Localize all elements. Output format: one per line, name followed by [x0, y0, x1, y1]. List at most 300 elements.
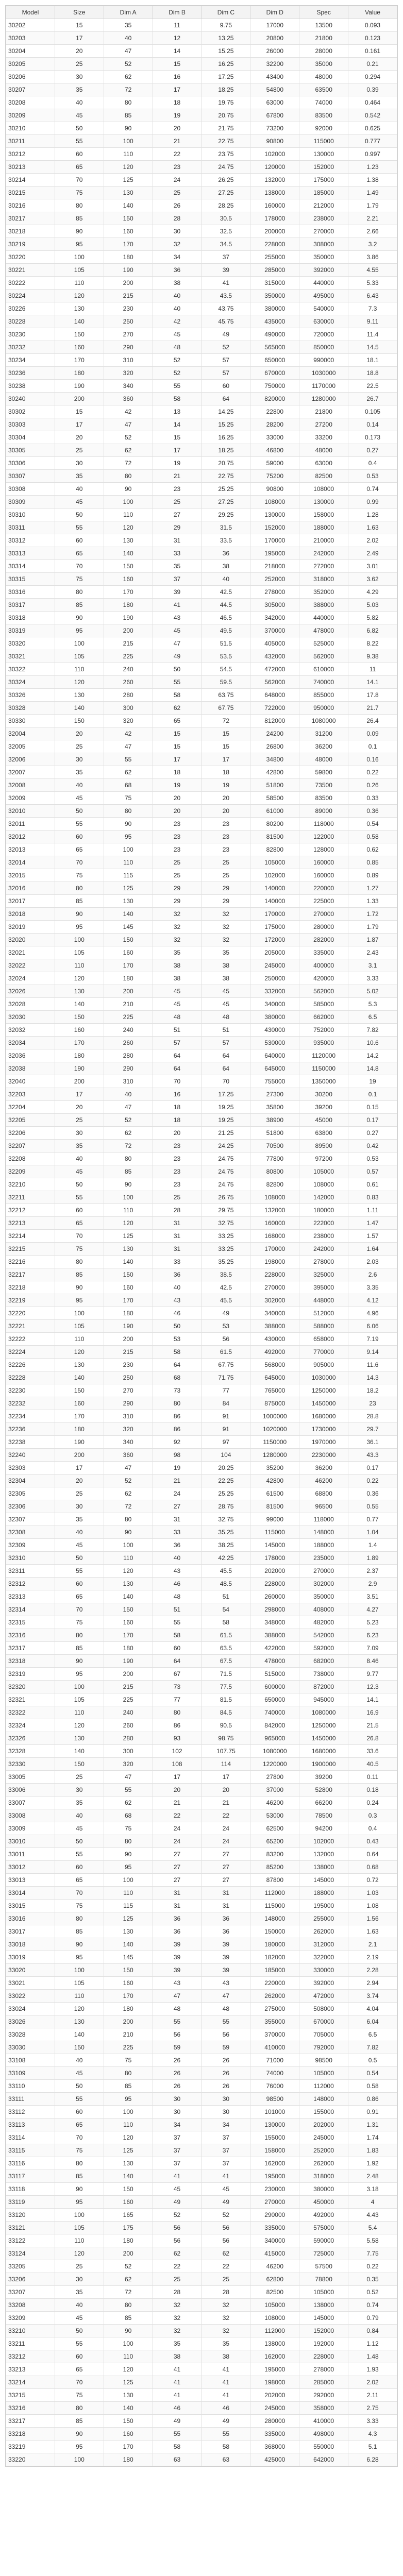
table-cell: 67.75 — [202, 702, 250, 715]
table-cell: 35 — [202, 946, 250, 959]
table-cell: 62800 — [250, 2273, 299, 2286]
table-cell: 20 — [55, 1101, 104, 1114]
table-row — [6, 431, 397, 444]
table-row — [6, 1487, 397, 1500]
table-cell: 205000 — [250, 946, 299, 959]
table-cell: 24 — [153, 174, 202, 187]
table-cell: 47 — [104, 1771, 153, 1784]
table-cell: 61.5 — [202, 1346, 250, 1359]
table-cell: 18 — [153, 766, 202, 779]
table-cell: 37 — [202, 2131, 250, 2144]
table-cell: 38 — [153, 972, 202, 985]
table-cell: 145000 — [299, 1874, 348, 1887]
table-cell: 0.54 — [348, 818, 397, 831]
table-row — [6, 1616, 397, 1629]
table-row — [6, 2363, 397, 2376]
table-cell: 722000 — [250, 702, 299, 715]
table-cell: 41 — [202, 2170, 250, 2183]
table-cell: 332000 — [250, 985, 299, 998]
table-cell: 108 — [153, 1758, 202, 1771]
model-cell: 33114 — [6, 2131, 55, 2144]
model-cell: 33213 — [6, 2363, 55, 2376]
table-cell: 2.11 — [348, 2389, 397, 2402]
table-row — [6, 393, 397, 405]
table-cell: 40 — [55, 1809, 104, 1822]
table-cell: 262000 — [250, 1990, 299, 2003]
table-cell: 4 — [348, 2196, 397, 2209]
table-cell: 4.96 — [348, 1307, 397, 1320]
table-cell: 430000 — [250, 1024, 299, 1037]
table-cell: 1080000 — [250, 1745, 299, 1758]
table-cell: 200 — [104, 2015, 153, 2028]
table-cell: 662000 — [299, 1011, 348, 1024]
table-cell: 6.06 — [348, 1320, 397, 1333]
model-cell: 32304 — [6, 1475, 55, 1487]
model-cell: 32004 — [6, 727, 55, 740]
table-cell: 355000 — [250, 2015, 299, 2028]
model-cell: 32320 — [6, 1681, 55, 1693]
table-cell: 180 — [104, 1307, 153, 1320]
table-cell: 68800 — [299, 1487, 348, 1500]
table-cell: 18.25 — [202, 444, 250, 457]
table-cell: 45.5 — [202, 1565, 250, 1578]
table-cell: 56 — [202, 2028, 250, 2041]
table-cell: 152000 — [250, 521, 299, 534]
table-cell: 55 — [153, 1616, 202, 1629]
table-cell: 62 — [104, 444, 153, 457]
table-cell: 2.03 — [348, 1256, 397, 1268]
table-cell: 32.75 — [202, 1217, 250, 1230]
table-cell: 3.74 — [348, 1990, 397, 2003]
table-cell: 15.25 — [202, 418, 250, 431]
table-cell: 108000 — [299, 1178, 348, 1191]
table-cell: 270000 — [250, 2196, 299, 2209]
table-row — [6, 908, 397, 921]
table-cell: 1450000 — [299, 1397, 348, 1410]
table-cell: 172000 — [250, 934, 299, 946]
table-cell: 215 — [104, 637, 153, 650]
table-cell: 575000 — [299, 2222, 348, 2234]
table-cell: 2.02 — [348, 2376, 397, 2389]
table-cell: 31 — [153, 1887, 202, 1900]
model-cell: 32019 — [6, 921, 55, 934]
table-cell: 28 — [153, 1204, 202, 1217]
table-row — [6, 843, 397, 856]
table-cell: 195000 — [299, 1900, 348, 1912]
table-cell: 27 — [153, 1861, 202, 1874]
table-cell: 155000 — [250, 2131, 299, 2144]
table-row — [6, 1049, 397, 1062]
model-cell: 30220 — [6, 251, 55, 264]
table-cell: 65 — [55, 1217, 104, 1230]
table-cell: 40 — [153, 290, 202, 302]
table-cell: 29.7 — [348, 1423, 397, 1436]
table-cell: 320 — [104, 1758, 153, 1771]
table-cell: 32 — [153, 238, 202, 251]
table-cell: 100 — [55, 251, 104, 264]
table-cell: 200000 — [250, 225, 299, 238]
model-cell: 30310 — [6, 509, 55, 521]
table-cell: 228000 — [250, 238, 299, 251]
model-cell: 30313 — [6, 547, 55, 560]
table-cell: 492000 — [250, 1346, 299, 1359]
table-row — [6, 2428, 397, 2441]
table-cell: 128000 — [299, 843, 348, 856]
spec-table-container — [5, 5, 398, 2467]
table-cell: 95 — [55, 2441, 104, 2453]
table-row — [6, 302, 397, 315]
table-cell: 240 — [104, 1024, 153, 1037]
table-cell: 0.123 — [348, 32, 397, 45]
table-cell: 100 — [55, 934, 104, 946]
table-cell: 53.5 — [202, 650, 250, 663]
table-cell: 100 — [104, 135, 153, 148]
table-cell: 33.6 — [348, 1745, 397, 1758]
table-cell: 550000 — [299, 2441, 348, 2453]
table-cell: 56 — [153, 2234, 202, 2247]
table-cell: 5.1 — [348, 2441, 397, 2453]
table-cell: 1.08 — [348, 1900, 397, 1912]
table-cell: 2.66 — [348, 225, 397, 238]
model-cell: 32324 — [6, 1719, 55, 1732]
table-cell: 3.1 — [348, 959, 397, 972]
model-cell: 30208 — [6, 96, 55, 109]
table-cell: 11.4 — [348, 328, 397, 341]
model-cell: 33024 — [6, 2003, 55, 2015]
table-cell: 1.28 — [348, 509, 397, 521]
table-cell: 1020000 — [250, 1423, 299, 1436]
table-cell: 48 — [153, 341, 202, 354]
table-cell: 37 — [202, 2144, 250, 2157]
table-cell: 0.1 — [348, 1088, 397, 1101]
table-cell: 80 — [55, 199, 104, 212]
table-cell: 180 — [104, 2003, 153, 2015]
table-cell: 0.26 — [348, 779, 397, 792]
table-cell: 26 — [153, 199, 202, 212]
model-cell: 32211 — [6, 1191, 55, 1204]
table-cell: 335000 — [299, 946, 348, 959]
table-cell: 48 — [153, 1011, 202, 1024]
table-cell: 61500 — [250, 1487, 299, 1500]
table-cell: 24.75 — [202, 1153, 250, 1165]
table-cell: 32 — [153, 2312, 202, 2325]
table-cell: 90 — [104, 2325, 153, 2337]
table-cell: 340 — [104, 380, 153, 393]
table-cell: 36 — [153, 1912, 202, 1925]
table-cell: 562000 — [299, 650, 348, 663]
model-cell: 30304 — [6, 431, 55, 444]
table-cell: 75 — [104, 1822, 153, 1835]
table-cell: 60 — [55, 1578, 104, 1590]
model-cell: 32006 — [6, 753, 55, 766]
table-row — [6, 1114, 397, 1127]
table-cell: 7.82 — [348, 2041, 397, 2054]
model-cell: 32007 — [6, 766, 55, 779]
model-cell: 32036 — [6, 1049, 55, 1062]
table-cell: 2.1 — [348, 1938, 397, 1951]
table-cell: 85 — [104, 109, 153, 122]
table-cell: 145000 — [299, 2312, 348, 2325]
table-header — [6, 6, 397, 19]
table-cell: 8.22 — [348, 637, 397, 650]
table-cell: 17 — [55, 1088, 104, 1101]
table-row — [6, 573, 397, 586]
table-cell: 65 — [55, 2363, 104, 2376]
model-cell: 33116 — [6, 2157, 55, 2170]
table-cell: 340 — [104, 1436, 153, 1449]
table-row — [6, 2402, 397, 2415]
table-cell: 162000 — [250, 2157, 299, 2170]
table-cell: 140 — [104, 547, 153, 560]
table-cell: 95 — [104, 2093, 153, 2106]
table-cell: 22800 — [250, 405, 299, 418]
table-row — [6, 19, 397, 32]
table-cell: 180000 — [299, 1204, 348, 1217]
table-cell: 23.75 — [202, 148, 250, 161]
table-cell: 57 — [202, 367, 250, 380]
table-row — [6, 560, 397, 573]
table-cell: 39 — [153, 1938, 202, 1951]
table-cell: 160 — [55, 1024, 104, 1037]
table-cell: 1080000 — [299, 715, 348, 727]
table-cell: 49 — [153, 650, 202, 663]
table-cell: 130000 — [299, 148, 348, 161]
table-cell: 32 — [202, 921, 250, 934]
table-cell: 215 — [104, 1346, 153, 1359]
table-cell: 395000 — [299, 1281, 348, 1294]
table-cell: 39200 — [299, 1101, 348, 1114]
table-cell: 24 — [153, 1835, 202, 1848]
table-cell: 190 — [104, 612, 153, 624]
table-cell: 100 — [104, 496, 153, 509]
table-cell: 81500 — [250, 831, 299, 843]
table-row — [6, 1745, 397, 1758]
table-cell: 120 — [55, 2003, 104, 2015]
table-cell: 37 — [153, 2144, 202, 2157]
table-cell: 37 — [153, 2157, 202, 2170]
model-cell: 32206 — [6, 1127, 55, 1140]
table-cell: 368000 — [250, 2441, 299, 2453]
model-cell: 32309 — [6, 1539, 55, 1552]
table-cell: 13500 — [299, 19, 348, 32]
table-cell: 40 — [202, 573, 250, 586]
table-cell: 11 — [348, 663, 397, 676]
table-row — [6, 341, 397, 354]
table-cell: 380000 — [250, 302, 299, 315]
table-row — [6, 2376, 397, 2389]
table-cell: 62 — [104, 766, 153, 779]
table-row — [6, 1307, 397, 1320]
table-cell: 41 — [153, 2389, 202, 2402]
model-cell: 33210 — [6, 2325, 55, 2337]
table-row — [6, 2028, 397, 2041]
model-cell: 30203 — [6, 32, 55, 45]
table-cell: 150 — [55, 2041, 104, 2054]
table-cell: 42.5 — [202, 586, 250, 599]
model-cell: 33018 — [6, 1938, 55, 1951]
table-cell: 755000 — [250, 1075, 299, 1088]
model-cell: 32038 — [6, 1062, 55, 1075]
table-cell: 77 — [153, 1693, 202, 1706]
model-cell: 30326 — [6, 689, 55, 702]
table-cell: 46200 — [250, 1797, 299, 1809]
table-row — [6, 869, 397, 882]
table-cell: 422000 — [250, 1642, 299, 1655]
table-cell: 0.68 — [348, 1861, 397, 1874]
table-cell: 65 — [55, 843, 104, 856]
table-cell: 202000 — [250, 1565, 299, 1578]
table-row — [6, 624, 397, 637]
table-row — [6, 2144, 397, 2157]
model-cell: 32032 — [6, 1024, 55, 1037]
table-cell: 765000 — [250, 1384, 299, 1397]
table-cell: 63000 — [250, 96, 299, 109]
table-cell: 48 — [153, 1590, 202, 1603]
table-cell: 96500 — [299, 1500, 348, 1513]
table-cell: 82800 — [250, 843, 299, 856]
table-row — [6, 1204, 397, 1217]
table-cell: 180 — [104, 2453, 153, 2466]
table-cell: 125 — [104, 882, 153, 895]
table-cell: 0.77 — [348, 1513, 397, 1526]
table-cell: 45 — [202, 2183, 250, 2196]
table-cell: 0.89 — [348, 869, 397, 882]
table-cell: 115 — [104, 869, 153, 882]
table-cell: 410000 — [250, 2041, 299, 2054]
table-row — [6, 1578, 397, 1590]
model-cell: 33015 — [6, 1900, 55, 1912]
model-cell: 32026 — [6, 985, 55, 998]
column-header-4: Dim C — [202, 6, 250, 19]
table-cell: 0.22 — [348, 766, 397, 779]
table-row — [6, 1900, 397, 1912]
table-cell: 20.75 — [202, 457, 250, 470]
table-row — [6, 1436, 397, 1449]
table-row — [6, 959, 397, 972]
table-row — [6, 418, 397, 431]
table-cell: 92000 — [299, 122, 348, 135]
table-cell: 46.5 — [202, 612, 250, 624]
table-row — [6, 1371, 397, 1384]
table-cell: 218000 — [250, 560, 299, 573]
model-cell: 32306 — [6, 1500, 55, 1513]
table-cell: 48000 — [299, 753, 348, 766]
table-cell: 130000 — [250, 2119, 299, 2131]
table-cell: 162000 — [250, 2350, 299, 2363]
table-cell: 49 — [202, 2415, 250, 2428]
table-cell: 70 — [202, 1075, 250, 1088]
table-row — [6, 2209, 397, 2222]
table-cell: 52 — [153, 2209, 202, 2222]
table-cell: 39 — [153, 1951, 202, 1964]
table-cell: 240 — [104, 1706, 153, 1719]
table-cell: 1.38 — [348, 174, 397, 187]
table-cell: 21800 — [299, 405, 348, 418]
model-cell: 33010 — [6, 1835, 55, 1848]
table-cell: 33 — [153, 547, 202, 560]
table-cell: 45000 — [299, 1114, 348, 1127]
table-cell: 308000 — [299, 238, 348, 251]
table-row — [6, 32, 397, 45]
table-cell: 45 — [55, 1822, 104, 1835]
table-cell: 1.56 — [348, 1912, 397, 1925]
table-cell: 27 — [202, 1848, 250, 1861]
table-cell: 0.22 — [348, 1475, 397, 1487]
table-row — [6, 2325, 397, 2337]
table-cell: 425000 — [250, 2453, 299, 2466]
table-cell: 1.47 — [348, 1217, 397, 1230]
table-cell: 98500 — [299, 2054, 348, 2067]
column-header-6: Spec — [299, 6, 348, 19]
model-cell: 32234 — [6, 1410, 55, 1423]
table-cell: 30 — [153, 2093, 202, 2106]
table-row — [6, 753, 397, 766]
table-cell: 752000 — [299, 1024, 348, 1037]
table-cell: 0.5 — [348, 2054, 397, 2067]
table-cell: 198000 — [250, 1256, 299, 1268]
table-cell: 55 — [55, 2093, 104, 2106]
table-cell: 132000 — [250, 174, 299, 187]
model-cell: 30215 — [6, 187, 55, 199]
table-cell: 60 — [55, 2106, 104, 2119]
model-cell: 32021 — [6, 946, 55, 959]
model-cell: 33111 — [6, 2093, 55, 2106]
table-cell: 22.75 — [202, 135, 250, 148]
table-cell: 0.777 — [348, 135, 397, 148]
table-cell: 27.25 — [202, 496, 250, 509]
table-cell: 100 — [104, 1539, 153, 1552]
table-cell: 19 — [348, 1075, 397, 1088]
table-cell: 150 — [104, 2183, 153, 2196]
table-cell: 65200 — [250, 1835, 299, 1848]
table-cell: 9.38 — [348, 650, 397, 663]
table-cell: 0.11 — [348, 1771, 397, 1784]
table-cell: 130 — [104, 534, 153, 547]
table-cell: 0.99 — [348, 496, 397, 509]
table-cell: 3.86 — [348, 251, 397, 264]
table-cell: 15 — [153, 740, 202, 753]
table-cell: 120 — [104, 521, 153, 534]
table-cell: 120 — [104, 161, 153, 174]
table-cell: 27800 — [250, 1771, 299, 1784]
table-cell: 130 — [55, 302, 104, 315]
table-cell: 965000 — [250, 1732, 299, 1745]
table-cell: 48.5 — [202, 1578, 250, 1590]
table-cell: 22.75 — [202, 470, 250, 483]
column-header-5: Dim D — [250, 6, 299, 19]
table-cell: 148000 — [299, 2093, 348, 2106]
table-cell: 140 — [55, 1371, 104, 1384]
table-cell: 52 — [104, 431, 153, 444]
model-cell: 30214 — [6, 174, 55, 187]
table-cell: 160000 — [250, 1217, 299, 1230]
table-cell: 23 — [153, 1153, 202, 1165]
table-cell: 55 — [55, 818, 104, 831]
table-cell: 170 — [55, 1410, 104, 1423]
table-cell: 130 — [104, 1925, 153, 1938]
table-cell: 22 — [153, 148, 202, 161]
table-cell: 90 — [104, 122, 153, 135]
model-cell: 33021 — [6, 1977, 55, 1990]
table-cell: 21 — [153, 1475, 202, 1487]
table-cell: 1.63 — [348, 521, 397, 534]
table-cell: 34 — [153, 2119, 202, 2131]
table-cell: 85 — [55, 1925, 104, 1938]
table-cell: 210 — [104, 2028, 153, 2041]
table-row — [6, 1410, 397, 1423]
table-cell: 80 — [153, 1397, 202, 1410]
table-cell: 210000 — [299, 534, 348, 547]
